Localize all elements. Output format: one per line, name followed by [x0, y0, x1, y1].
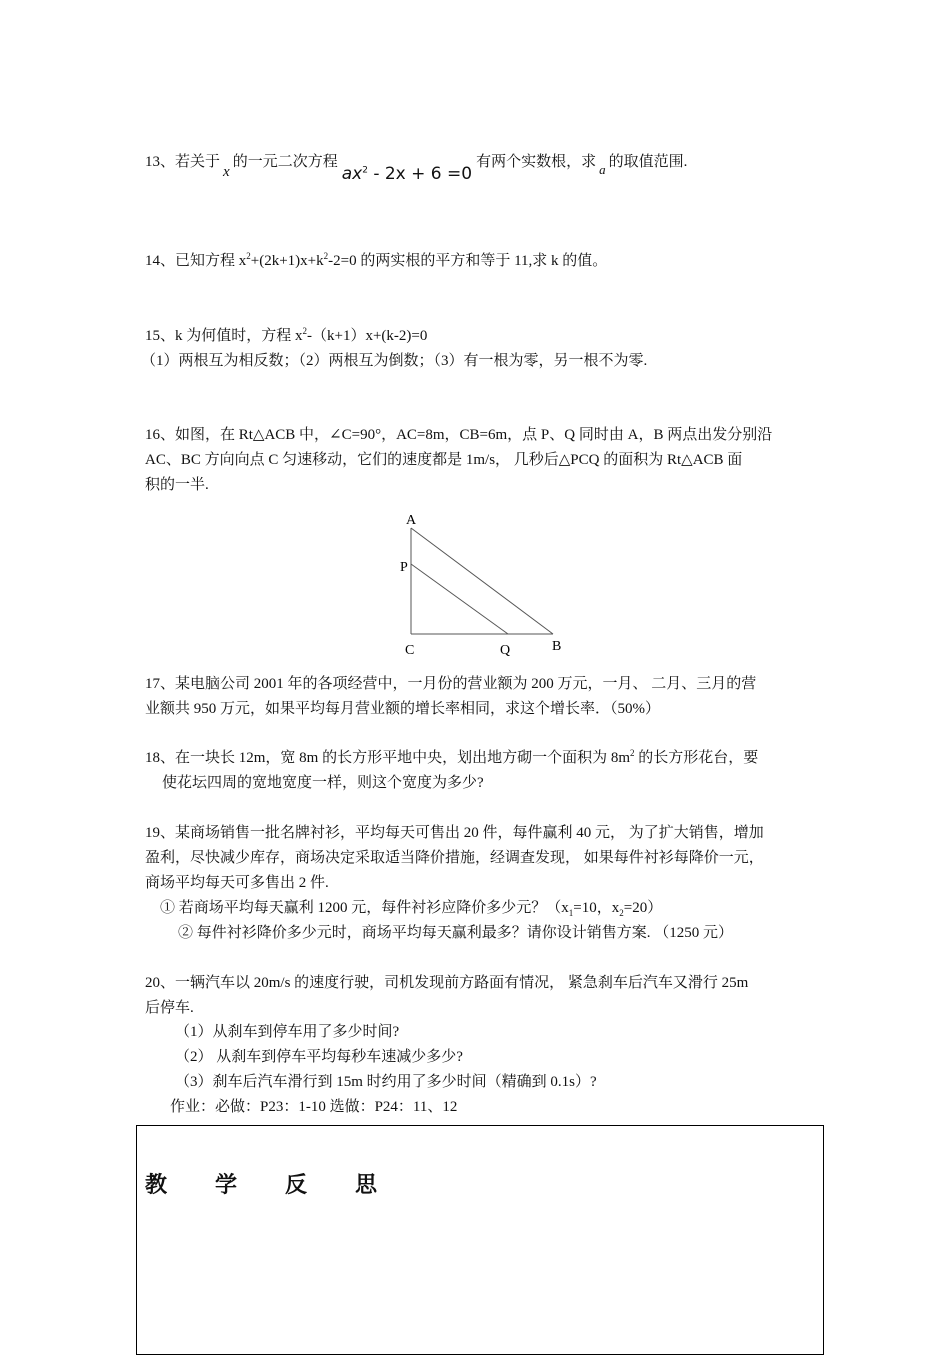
label-c: C — [405, 643, 415, 658]
question-20-line-1: 20、一辆汽车以 20m/s 的速度行驶，司机发现前方路面有情况， 紧急刹车后汽车又滑行 25m — [145, 975, 749, 991]
reflection-char-4: 思 — [355, 1173, 378, 1198]
question-18-line-2: 使花坛四周的宽地宽度一样，则这个宽度为多少? — [162, 775, 484, 791]
question-16-line-3: 积的一半. — [145, 477, 209, 493]
q19-sub1-subscript-1: 1 — [568, 908, 574, 918]
side-ab — [411, 528, 553, 634]
question-15-parts: （1）两根互为相反数；（2）两根互为倒数；（3）有一根为零，另一根不为零. — [141, 353, 648, 369]
q13-eq-rest: - 2x + 6 =0 — [373, 164, 473, 184]
question-13 — [145, 151, 688, 184]
question-20-line-2: 后停车. — [145, 1000, 194, 1016]
question-19-line-3: 商场平均每天可多售出 2 件. — [145, 875, 329, 891]
q14-sup-2: 2 — [323, 251, 329, 261]
question-20-sub-2: （2） 从刹车到停车平均每秒车速减少多少? — [175, 1049, 463, 1065]
question-19-line-2: 盈利，尽快减少库存，商场决定采取适当降价措施，经调查发现， 如果每件衬衫每降价一元， — [145, 850, 764, 866]
q18-text-1: 18、在一块长 12m，宽 8m 的长方形平地中央，划出地方砌一个面积为 8m — [145, 750, 631, 766]
q13-text-4: 的取值范围. — [608, 154, 688, 170]
question-19-sub-1 — [160, 898, 662, 918]
label-q: Q — [500, 643, 511, 658]
q13-var-a: a — [599, 162, 606, 177]
q13-eq-sup: 2 — [362, 165, 368, 176]
question-16-line-2: AC、BC 方向向点 C 匀速移动，它们的速度都是 1m/s， 几秒后△PCQ 的面积为 Rt△ACB 面 — [145, 452, 743, 468]
q15-text-1: 15、k 为何值时，方程 x — [145, 328, 303, 344]
question-15 — [145, 326, 427, 346]
q13-text-1: 13、若关于 — [145, 154, 221, 170]
q14-text-2: +(2k+1)x+k — [250, 253, 324, 269]
q15-text-2: -（k+1）x+(k-2)=0 — [307, 328, 428, 344]
teaching-reflection-title — [145, 1168, 425, 1199]
triangle-figure — [390, 508, 570, 658]
teaching-reflection-box — [136, 1125, 824, 1355]
reflection-char-2: 学 — [215, 1173, 238, 1198]
q13-equation — [342, 164, 472, 184]
q19-sub1-text-1: ① 若商场平均每天赢利 1200 元，每件衬衫应降价多少元？（x — [160, 900, 569, 916]
q19-sub1-subscript-2: 2 — [619, 908, 624, 918]
reflection-char-3: 反 — [285, 1173, 308, 1198]
question-20-sub-3: （3）刹车后汽车滑行到 15m 时约用了多少时间（精确到 0.1s）? — [175, 1074, 597, 1090]
q13-text-3: 有两个实数根，求 — [476, 154, 597, 170]
label-b: B — [552, 639, 562, 654]
q15-sup-1: 2 — [302, 326, 308, 336]
reflection-char-1: 教 — [145, 1173, 168, 1198]
question-20-sub-1: （1）从刹车到停车用了多少时间? — [175, 1024, 400, 1040]
question-17-line-2: 业额共 950 万元，如果平均每月营业额的增长率相同，求这个增长率．（50%） — [145, 701, 660, 717]
segment-pq — [411, 564, 508, 634]
label-a: A — [406, 513, 417, 528]
q19-sub1-text-2: =10，x — [573, 900, 620, 916]
label-p: P — [400, 560, 408, 575]
q14-text-3: -2=0 的两实根的平方和等于 11,求 k 的值。 — [328, 253, 608, 269]
q14-sup-1: 2 — [246, 251, 251, 261]
question-18-line-1 — [145, 748, 758, 768]
q14-text-1: 14、已知方程 x — [145, 253, 247, 269]
q19-sub1-text-3: =20） — [623, 900, 663, 916]
question-17-line-1: 17、某电脑公司 2001 年的各项经营中，一月份的营业额为 200 万元，一月、 二月、三月的营 — [145, 676, 757, 692]
question-19-line-1: 19、某商场销售一批名牌衬衫，平均每天可售出 20 件，每件赢利 40 元， 为了扩大销售，增加 — [145, 825, 764, 841]
q13-eq-ax: ax — [341, 164, 363, 184]
q13-var-x: x — [223, 164, 230, 180]
q18-sup: 2 — [630, 748, 635, 758]
question-14 — [145, 251, 607, 271]
question-16-line-1: 16、如图，在 Rt△ACB 中，∠C=90°，AC=8m，CB=6m，点 P、Q 同时由 A，B 两点出发分别沿 — [145, 427, 773, 443]
q18-text-2: 的长方形花台，要 — [634, 750, 759, 766]
homework-line: 作业：必做：P23：1-10 选做：P24：11、12 — [170, 1099, 458, 1115]
q13-text-2: 的一元二次方程 — [232, 154, 338, 170]
question-19-sub-2: ② 每件衬衫降价多少元时，商场平均每天赢利最多？请你设计销售方案. （1250 元） — [178, 925, 734, 941]
